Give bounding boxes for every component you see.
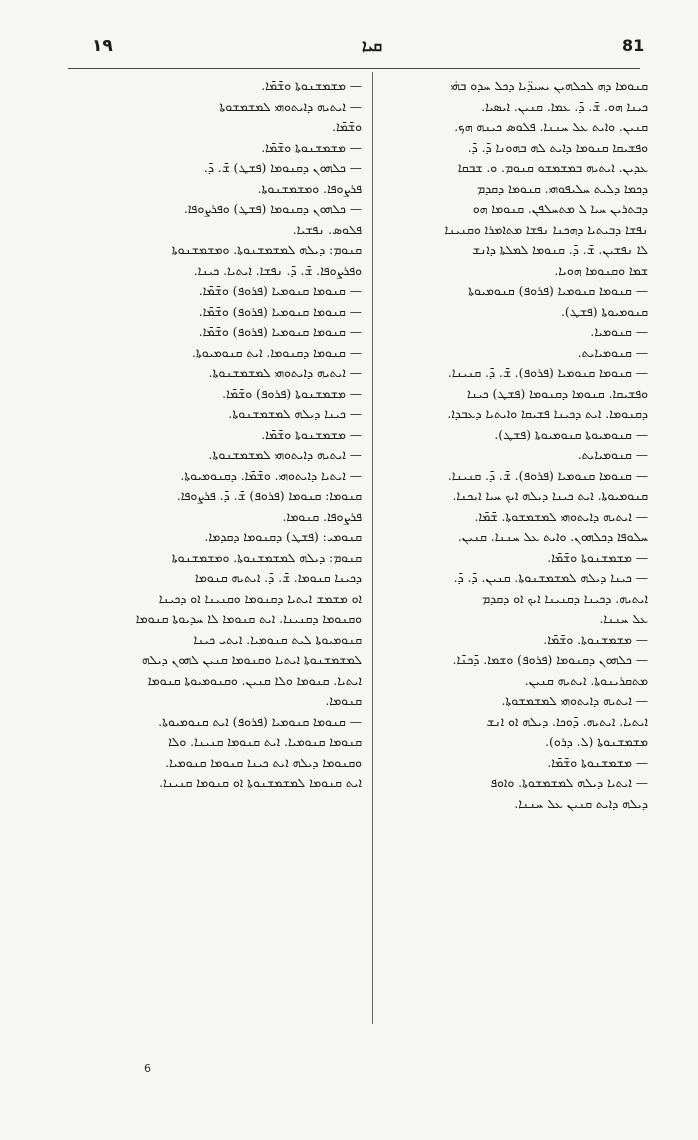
dictionary-entry: ܩܢܘܡܐ ܕܗ ܠܟܠܗܝܢ ܝܚܝܕ̈ܝܐ ܕܟܠ ܚܕܘ ܒܗ̇ܝ	[450, 79, 648, 93]
dictionary-entry: ܠܐ ܢܦܫܝܢ. ܫ̄. ܕ̄. ܩܢܘܡܐ ܠܡܠܬܐ ܕܐܢܫ	[472, 243, 648, 257]
dictionary-entry: ܫܡܐ ܘܩܢܘܡܐ ܗܘܝܐ.	[554, 263, 648, 278]
dictionary-entry: — ܡܫܡܫܢܘܬܐ ܘܫ̄ܡ̄ܐ.	[547, 550, 648, 565]
dictionary-entry: — ܐܝܬܝܐ ܕܝܠܗ ܠܡܫܡܫܘܬܐ. ܘܐܘܦ	[490, 776, 648, 790]
dictionary-entry: ܦܠܘܣ. ܢܦܫܝܐ.	[292, 222, 362, 237]
dictionary-entry: ܩܢܘܡܝܘܬܐ ܠܝܬ ܩܢܘܡܝܐ. ܐܝܬܝ ܟܝܢܐ	[193, 632, 362, 647]
text-column-left	[72, 76, 362, 1022]
dictionary-entry: ܚܠܘܦܐ ܕܟܠܗܘܢ. ܘܐܝܬ ܥܠ ܚܢܢܐ. ܩܢܝܢ.	[457, 530, 648, 544]
dictionary-entry: — ܩܢܘܡܐ ܩܢܘܡܝܐ (ܦܪܘܦ) ܘܫ̄ܡ̄ܐ.	[198, 284, 362, 298]
dictionary-entry: ܕܒܬܪܝܢ ܚܝܐ ܠ ܡܬܚܠܦܢ. ܩܢܘܡܐ ܗܘ	[472, 202, 648, 216]
dictionary-entry: ܥܕܝܢ. ܐܝܬܝܗ ܒܡܫܡܫܘ ܩܢܘܡ. ܘ. ܫܒܩܐ	[457, 161, 648, 175]
dictionary-entry: ܠܡܫܡܫܢܘܬܐ ܐܝܬܝܐ ܘܩܢܘܡܐ ܩܢܝܢ ܠܗܘܢ ܕܝܠܗ	[141, 653, 362, 667]
dictionary-entry: ܩܢܘܡܐ ܩܢܘܡܝܐ. ܐܝܬ ܩܢܘܡܐ ܩܢܝܢܐ. ܘܠܐ	[168, 735, 362, 749]
dictionary-entry: — ܩܢܘܡܐ ܩܢܘܡܝܐ (ܦܪܘܦ) ܐܝܬ ܩܢܘܡܝܘܬܐ.	[158, 714, 362, 729]
dictionary-entry: — ܐܝܬܝܐ ܕܐܝܬܘܗܝ. ܘܫ̄ܡ̄ܐ. ܕܩܢܘܡܝܘܬܐ.	[180, 468, 362, 483]
dictionary-entry: ܟܝܢܐ ܗܘ. ܫ̄. ܕ̄. ܥܡܐ. ܩܢܝܢ. ܐܝܣܝܐ.	[481, 99, 648, 114]
dictionary-entry: ܐܘ ܡܫܡܫ ܐܝܬܝܐ ܕܩܢܘܡܐ ܘܩܢܝܢܐ ܐܘ ܕܟܝܢܐ	[158, 591, 362, 606]
dictionary-entry: ܩܢܘܡ: ܕܝܠܗ ܠܡܫܡܫܢܘܬܐ. ܘܡܫܡܫܢܘܬܐ	[171, 243, 362, 257]
dictionary-entry: — ܩܢܘܡܐ ܩܢܘܡܝܐ (ܦܪܘܦ). ܫ̄. ܕ̄. ܩܢܝܢܐ.	[447, 468, 648, 483]
dictionary-entry: — ܩܢܘܡܐ ܩܢܘܡܝܐ (ܦܪܘܦ) ܘܫ̄ܡ̄ܐ.	[198, 325, 362, 339]
dictionary-entry: ܢܦܫܐ ܕܒܝܬܝܐ ܕܗܟܢܐ ܢܦܫܐ ܡܬܐܡܪܐ ܘܩܢܝܢܐ	[444, 222, 648, 237]
dictionary-entry: ܩܢܝܢ. ܘܐܝܬ ܥܠ ܚܢܢܐ. ܦܠܘܣ ܟܝܢܗ ܗܟ.	[454, 120, 648, 134]
dictionary-entry: ܩܢܘܡܝܘܬܐ (ܦܫܛ).	[560, 304, 648, 319]
dictionary-entry: — ܐܝܬܝܗ ܕܐܝܬܘܗܝ ܠܡܫܡܫܘܬܐ. ܫ̄ܡ̄ܐ.	[474, 509, 648, 524]
dictionary-entry: — ܟܝܢܐ ܕܝܠܗ ܠܡܫܡܫܢܘܬܐ. ܩܢܝܢ. ܕ̄. ܕ̄.	[453, 571, 648, 585]
header-rule	[68, 68, 640, 69]
dictionary-entry: ܩܢܘܡܐ.	[325, 694, 362, 708]
dictionary-entry: — ܡܫܡܫܢܘܬܐ ܘܫ̄ܡ̄ܐ.	[261, 140, 362, 155]
dictionary-entry: ܐܝܬܝܐ. ܐܝܬܝܗ. ܕ̄ܘܟܐ. ܕܝܠܗ ܐܘ ܐܢܫ	[486, 714, 648, 729]
header-left-number: ۱۹	[92, 36, 113, 56]
dictionary-entry: ܡܫܡܫܢܘܬܐ (ܠ. ܕܪܘ).	[545, 735, 648, 749]
dictionary-entry: — ܟܝܢܐ ܕܝܠܗ ܠܡܫܡܫܢܘܬܐ.	[228, 407, 362, 421]
dictionary-entry: — ܡܫܡܫܢܘܬܐ ܘܫ̄ܡ̄ܐ.	[261, 427, 362, 442]
dictionary-entry: ܘܩܢܘܡܐ ܕܝܠܗ ܐܝܬ ܟܝܢܐ ܩܢܘܡܐ ܩܢܘܡܝܐ.	[165, 755, 362, 770]
dictionary-entry: — ܐܝܬܝܗ ܕܐܝܬܘܗܝ ܠܡܫܡܫܢܘܬܐ.	[208, 366, 362, 380]
dictionary-entry: ܦܪܨܘܦܐ. ܘܡܫܡܫܢܘܬܐ.	[257, 181, 362, 196]
dictionary-entry: ܕܩܢܘܡܐ. ܐܝܬ ܕܟܝܢܐ ܦܫܝܩܐ ܘܐܝܬܝܐ ܕܥܒܕܐ.	[447, 407, 648, 421]
dictionary-entry: ܐܝܬ ܩܢܘܡܐ ܠܡܫܡܫܢܘܬܐ ܐܘ ܩܢܘܡܐ ܩܢܝܢܐ.	[159, 776, 362, 790]
dictionary-entry: ܘܦܪܨܘܦܐ. ܫ̄. ܕ̄. ܢܦܫܐ. ܐܝܬܝܐ. ܟܝܢܐ.	[193, 263, 362, 278]
dictionary-entry: ܘܫ̄ܡ̄ܐ.	[332, 120, 362, 134]
dictionary-entry: ܥܠ ܚܢܢܐ.	[599, 612, 648, 626]
column-divider	[372, 72, 373, 1024]
dictionary-entry: — ܟܠܗܘܢ ܕܩܢܘܡܐ (ܦܪܘܦ) ܘܫܡܐ. ܕ̄ܟܢ̄ܐ.	[452, 653, 648, 667]
dictionary-entry: — ܩܢܘܡܝܐ.	[590, 325, 648, 339]
dictionary-entry: — ܡܫܡܫܢܘܬܐ. ܘܫ̄ܡ̄ܐ.	[543, 632, 648, 647]
dictionary-entry: — ܩܢܘܡܐ ܩܢܘܡܝܐ (ܦܪܘܦ). ܫ̄. ܕ̄. ܩܢܝܢܐ.	[447, 366, 648, 380]
dictionary-entry: ܕܟܡܐ ܕܠܝܬ ܚܠܝܦܘܗܝ. ܩܢܘܡܐ ܕܩܕܡ	[476, 181, 648, 196]
dictionary-entry: ܘܦܫܝܩܐ. ܩܢܘܡܐ ܕܩܢܘܡܐ (ܦܫܛ) ܟܝܢܐ	[467, 386, 648, 401]
dictionary-entry: — ܡܫܡܫܢܘܬܐ ܘܫ̄ܡ̄ܐ.	[261, 79, 362, 93]
signature-mark: 6	[144, 1062, 151, 1075]
dictionary-entry: ܩܢܘܡܐ: ܩܢܘܡܐ (ܦܪܘܦ) ܫ̄. ܕ̄. ܦܪܨܘܦܐ.	[176, 489, 362, 503]
page-number: 81	[622, 36, 645, 55]
dictionary-entry: — ܩܢܘܡܐ ܩܢܘܡܝܐ (ܦܪܘܦ) ܩܢܘܡܝܘܬܐ	[468, 284, 648, 298]
dictionary-entry: ܩܢܘܡܝܘܬܐ. ܐܝܬ ܟܝܢܐ ܕܝܠܗ ܐܝܟ ܚܝܐ ܐܝܟܢܐ.	[452, 489, 648, 503]
dictionary-entry: — ܐܝܬܝܗ ܕܐܝܬܘܗܝ ܠܡܫܡܫܘܬܐ.	[501, 694, 648, 708]
dictionary-entry: — ܩܢܘܡܝܐܝܬ.	[577, 345, 648, 360]
dictionary-entry: — ܐܝܬܝܗ ܕܐܝܬܘܗܝ ܠܡܫܡܫܢܘܬܐ.	[208, 448, 362, 462]
dictionary-entry: ܘܦܫܝܩܐ ܩܢܘܡܐ ܕܐܝܬ ܠܗ ܒܗܘܢܐ ܕ̄. ܕ̄.	[467, 140, 648, 155]
dictionary-entry: — ܩܢܘܡܐ ܕܩܢܘܡܐ. ܐܝܬ ܩܢܘܡܝܘܬܐ.	[192, 345, 362, 360]
dictionary-entry: ܐܝܬܝܗ. ܕܟܝܢܐ ܕܩܢܝܢܐ ܐܝܟ ܐܘ ܕܩܕܡ	[482, 591, 648, 606]
dictionary-entry: ܩܢܘܡ: ܕܝܠܗ ܠܡܫܡܫܢܘܬܐ. ܘܡܫܡܫܢܘܬܐ	[171, 550, 362, 565]
running-header-title: ܩܝܐ	[362, 36, 383, 55]
dictionary-entry: ܘܩܢܘܡܐ ܕܩܢܝܢܐ. ܐܝܬ ܩܢܘܡܐ ܠܐ ܚܕܝܘܬܐ ܩܢܘܡܐ	[135, 612, 362, 626]
dictionary-entry: — ܩܢܘܡܐ ܩܢܘܡܝܐ (ܦܪܘܦ) ܘܫ̄ܡ̄ܐ.	[198, 304, 362, 319]
dictionary-entry: — ܟܠܗܘܢ ܕܩܢܘܡܐ (ܦܫܛ) ܘܦܪܨܘܦܐ.	[183, 202, 362, 216]
text-column-right	[382, 76, 648, 1022]
dictionary-entry: — ܩܢܘܡܝܐܝܬ.	[577, 448, 648, 462]
dictionary-entry: — ܡܫܡܫܢܘܬܐ (ܦܪܘܦ) ܘܫ̄ܡ̄ܐ.	[222, 386, 362, 401]
dictionary-entry: ܐܝܬܝܐ. ܩܢܘܡܐ ܘܠܐ ܩܢܝܢ. ܘܩܢܘܡܝܘܬܐ ܩܢܘܡܐ	[147, 673, 362, 688]
dictionary-entry: — ܩܢܘܡܝܘܬܐ ܩܢܘܡܝܘܬܐ (ܦܫܛ).	[494, 427, 648, 442]
dictionary-entry: ܩܢܘܡܝ: (ܦܫܛ) ܕܩܢܘܡܐ ܕܩܕܡܐ.	[204, 530, 362, 544]
dictionary-entry: ܦܪܨܘܦܐ. ܩܢܘܡܐ.	[282, 509, 362, 524]
dictionary-entry: — ܡܫܡܫܢܘܬܐ ܘܫ̄ܡ̄ܐ.	[547, 755, 648, 770]
dictionary-entry: ܕܝܠܗ ܕܐܝܬ ܩܢܝܢ ܥܠ ܚܢܢܐ.	[514, 796, 648, 811]
dictionary-entry: — ܟܠܗܘܢ ܕܩܢܘܡܐ (ܦܫܛ) ܫ̄. ܕ̄.	[203, 161, 362, 175]
dictionary-entry: ܡܬܩܪܝܢܘܬܐ. ܐܝܬܝܗ ܩܢܝܢ.	[524, 673, 648, 688]
dictionary-entry: ܕܟܝܢܐ ܩܢܘܡܐ. ܫ̄. ܕ̄. ܐܝܬܝܗ ܩܢܘܡܐ	[194, 571, 362, 585]
dictionary-entry: — ܐܝܬܝܗ ܕܐܝܬܘܗܝ ܠܡܫܡܫܘܬܐ	[219, 99, 362, 114]
